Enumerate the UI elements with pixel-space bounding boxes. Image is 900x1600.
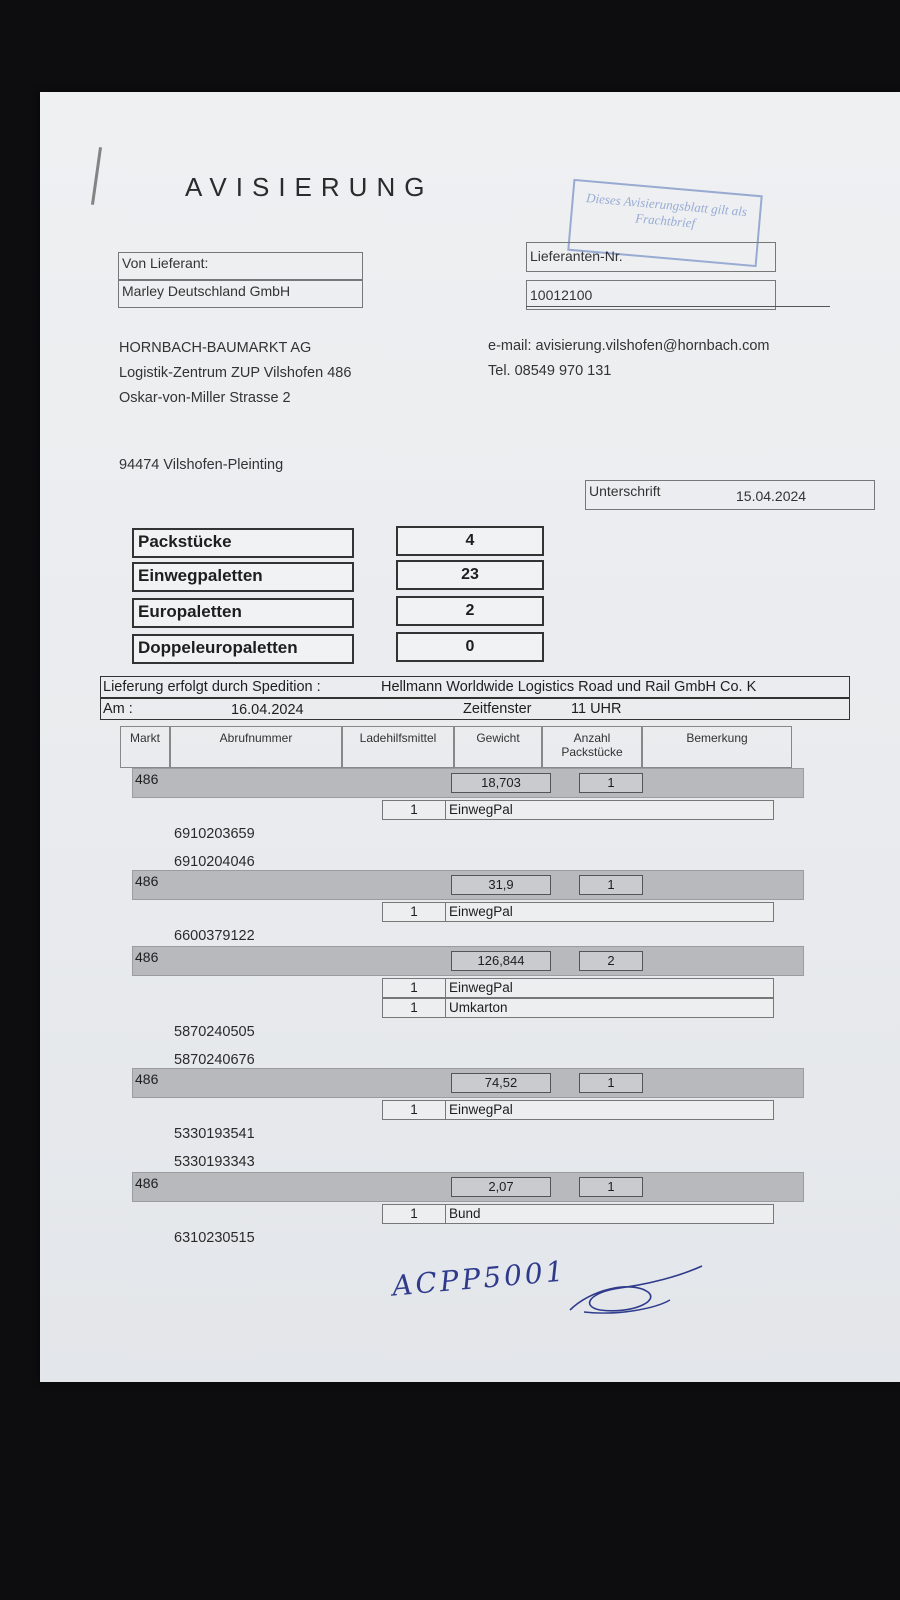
supplier-name: Marley Deutschland GmbH — [122, 283, 291, 299]
gewicht-value: 18,703 — [451, 773, 551, 793]
table-row — [132, 946, 804, 976]
supplier-no: 10012100 — [530, 287, 593, 303]
table-row — [132, 1172, 804, 1202]
item-qty: 1 — [383, 903, 446, 921]
abrufnummer: 5330193541 — [174, 1126, 255, 1142]
count-label-einwegpaletten: Einwegpaletten — [132, 562, 354, 592]
col-header-markt: Markt — [120, 726, 170, 768]
item-qty: 1 — [383, 999, 446, 1017]
count-value-packstuecke: 4 — [396, 526, 544, 556]
supplier-no-label-box — [526, 242, 776, 272]
list-item — [382, 998, 774, 1018]
abrufnummer: 6310230515 — [174, 1230, 255, 1246]
col-header-anzahl: Anzahl Packstücke — [542, 726, 642, 768]
col-header-abrufnummer: Abrufnummer — [170, 726, 342, 768]
document-page — [40, 92, 900, 1382]
markt-value: 486 — [135, 949, 159, 965]
delivery-date-row — [100, 698, 850, 720]
supplier-name-box — [118, 280, 363, 308]
count-value-einwegpaletten: 23 — [396, 560, 544, 590]
count-label-europaletten: Europaletten — [132, 598, 354, 628]
list-item — [382, 800, 774, 820]
zeitfenster-label: Zeitfenster — [463, 701, 532, 717]
list-item — [382, 1100, 774, 1120]
item-type: EinwegPal — [449, 904, 513, 919]
item-type: EinwegPal — [449, 802, 513, 817]
recipient-line-2: Logistik-Zentrum ZUP Vilshofen 486 — [119, 365, 352, 381]
item-qty: 1 — [383, 1101, 446, 1119]
item-type: EinwegPal — [449, 980, 513, 995]
abrufnummer: 5870240676 — [174, 1052, 255, 1068]
count-label-packstuecke: Packstücke — [132, 528, 354, 558]
item-qty: 1 — [383, 979, 446, 997]
markt-value: 486 — [135, 771, 159, 787]
supplier-label-box — [118, 252, 363, 280]
recipient-address — [119, 336, 351, 478]
signature-date: 15.04.2024 — [736, 488, 807, 504]
recipient-city: 94474 Vilshofen-Pleinting — [119, 457, 284, 473]
item-type: EinwegPal — [449, 1102, 513, 1117]
anzahl-value: 1 — [579, 1073, 643, 1093]
supplier-label: Von Lieferant: — [122, 255, 209, 271]
markt-value: 486 — [135, 873, 159, 889]
count-value-doppeleuropaletten: 0 — [396, 632, 544, 662]
recipient-line-1: HORNBACH-BAUMARKT AG — [119, 340, 312, 356]
table-row — [132, 768, 804, 798]
handwritten-code: ACPP5001 — [390, 1254, 568, 1303]
spedition-name: Hellmann Worldwide Logistics Road und Rail GmbH Co. K — [381, 679, 757, 695]
list-item — [382, 978, 774, 998]
gewicht-value: 74,52 — [451, 1073, 551, 1093]
anzahl-value: 2 — [579, 951, 643, 971]
abrufnummer: 6910203659 — [174, 826, 255, 842]
list-item — [382, 1204, 774, 1224]
item-qty: 1 — [383, 1205, 446, 1223]
recipient-line-3: Oskar-von-Miller Strasse 2 — [119, 390, 291, 406]
count-label-doppeleuropaletten: Doppeleuropaletten — [132, 634, 354, 664]
signature-box — [585, 480, 875, 510]
abrufnummer: 5330193343 — [174, 1154, 255, 1170]
anzahl-value: 1 — [579, 773, 643, 793]
signature-label: Unterschrift — [589, 483, 661, 499]
col-header-bemerkung: Bemerkung — [642, 726, 792, 768]
markt-value: 486 — [135, 1175, 159, 1191]
am-date: 16.04.2024 — [231, 702, 304, 718]
spedition-label: Lieferung erfolgt durch Spedition : — [103, 679, 321, 695]
contact-info — [488, 334, 770, 384]
spedition-row — [100, 676, 850, 698]
anzahl-value: 1 — [579, 875, 643, 895]
item-type: Umkarton — [449, 1000, 508, 1015]
document-title: AVISIERUNG — [185, 172, 434, 202]
gewicht-value: 31,9 — [451, 875, 551, 895]
table-row — [132, 870, 804, 900]
frachtbrief-stamp: Dieses Avisierungsblatt gilt als Frachtbrief — [567, 179, 763, 267]
contact-phone: Tel. 08549 970 131 — [488, 363, 612, 379]
abrufnummer: 5870240505 — [174, 1024, 255, 1040]
gewicht-value: 2,07 — [451, 1177, 551, 1197]
divider-line — [526, 306, 830, 307]
list-item — [382, 902, 774, 922]
col-header-gewicht: Gewicht — [454, 726, 542, 768]
markt-value: 486 — [135, 1071, 159, 1087]
count-value-europaletten: 2 — [396, 596, 544, 626]
contact-email: e-mail: avisierung.vilshofen@hornbach.com — [488, 338, 770, 354]
table-row — [132, 1068, 804, 1098]
item-type: Bund — [449, 1206, 481, 1221]
item-qty: 1 — [383, 801, 446, 819]
abrufnummer: 6600379122 — [174, 928, 255, 944]
col-header-ladehilfsmittel: Ladehilfsmittel — [342, 726, 454, 768]
anzahl-value: 1 — [579, 1177, 643, 1197]
handwritten-signature — [560, 1262, 710, 1322]
am-label: Am : — [103, 701, 133, 717]
abrufnummer: 6910204046 — [174, 854, 255, 870]
gewicht-value: 126,844 — [451, 951, 551, 971]
pen-stroke — [91, 147, 102, 205]
zeitfenster-value: 11 UHR — [571, 701, 622, 717]
supplier-no-label: Lieferanten-Nr. — [530, 248, 623, 264]
